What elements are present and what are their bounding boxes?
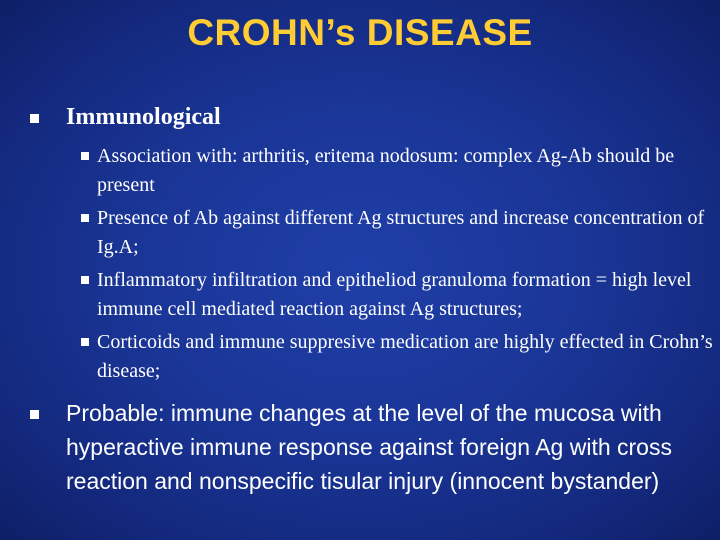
bullet-text: Immunological [66, 104, 221, 130]
sub-bullet-corticoids [81, 328, 717, 385]
sub-bullet-text: Inflammatory infiltration and epitheliod granuloma formation = high level immune cell mediated reaction against Ag structures; [97, 269, 692, 320]
bullet-text: Probable: immune changes at the level of the mucosa with hyperactive immune response against foreign Ag with cross reaction and nonspecific tisular injury (innocent bystander) [66, 400, 672, 494]
sub-bullet-text: Corticoids and immune suppresive medication are highly effected in Crohn’s disease; [97, 331, 713, 382]
sub-bullet-text: Association with: arthritis, eritema nodosum: complex Ag-Ab should be present [97, 145, 675, 196]
immunological-sub-list [81, 142, 717, 390]
square-bullet-icon [81, 338, 89, 346]
slide-title: CROHN’s DISEASE [187, 12, 533, 53]
square-bullet-icon [30, 410, 39, 419]
sub-bullet-inflammatory [81, 266, 717, 323]
sub-bullet-association [81, 142, 717, 199]
square-bullet-icon [30, 114, 39, 123]
square-bullet-icon [81, 214, 89, 222]
sub-bullet-presence [81, 204, 717, 261]
square-bullet-icon [81, 152, 89, 160]
square-bullet-icon [81, 276, 89, 284]
sub-bullet-text: Presence of Ab against different Ag structures and increase concentration of Ig.A; [97, 207, 705, 258]
